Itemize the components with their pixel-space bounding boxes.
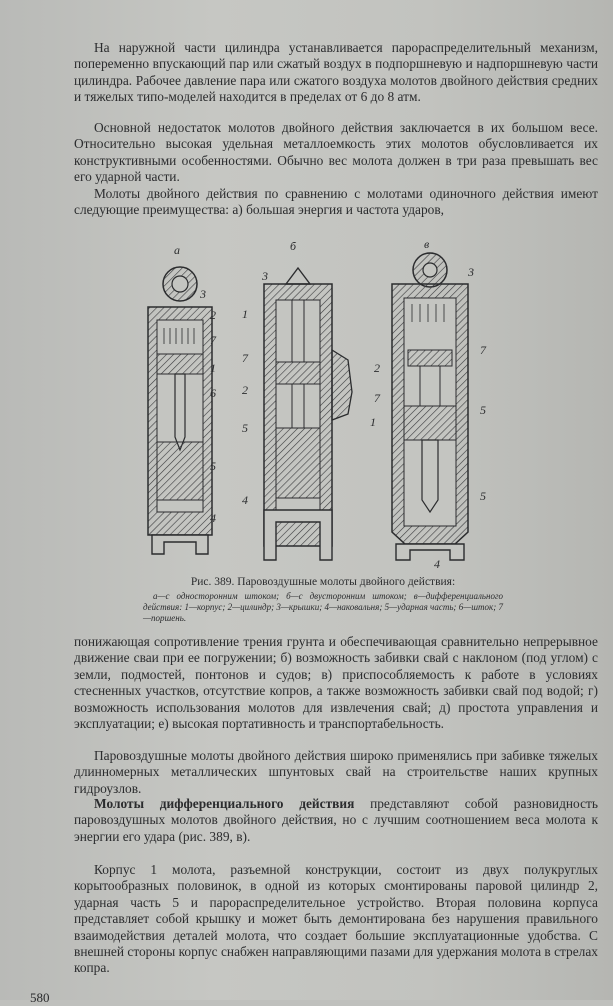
callout-4-b: 4 [242,493,248,507]
callout-2-v: 2 [374,361,380,375]
callout-5-v: 5 [480,489,486,503]
label-a: а [174,243,180,257]
paragraph-7: Корпус 1 молота, разъемной конструкции, состоит из двух полукруглых корытообразных половинок, в одной из которых смонтированы паровой цилиндр 2, ударная часть 5 и парораспределительное устройство. Вторая половина корпуса представляет собой крышку и может быть демонтирована без нарушения правильного взаимодействия деталей молота, что создает большие эксплуатационные удобства. С внешней стороны корпус снабжен направляющими пазами для удержания молота в стрелах копра. [74,862,598,976]
callout-3-a: 3 [200,287,206,301]
paragraph-1: На наружной части цилиндра устанавливается парораспределительный механизм, попеременно впускающий пар или сжатый воздух в подпоршневую и надпоршневую части цилиндра. Рабочее давление пара или сжатого воздуха молотов двойного действия средних и тяжелых типо-моделей находится в пределах от 6 до 8 атм. [74,40,598,105]
callout-4-a: 4 [210,511,216,525]
figure-legend: а—с односторонним штоком; б—с двусторонним штоком; в—дифференциального действия: 1—корпус; 2—цилиндр; 3—крышки; 4—наковальня; 5—ударная часть; 6—шток; 7—поршень. [143,591,503,623]
callout-3-b: 3 [262,269,268,283]
hammers-drawing [130,242,530,572]
callout-1-b: 1 [242,307,248,321]
paragraph-3: Молоты двойного действия по сравнению с молотами одиночного действия имеют следующие преимущества: а) большая энергия и частота ударов, [74,186,598,218]
hammer-v [392,253,468,560]
callout-7-v: 7 [374,391,380,405]
paragraph-2: Основной недостаток молотов двойного действия заключается в их большом весе. Относительно высокая удельная металлоемкость этих молотов обусловливается их конструктивными особенностями. Обычно вес молота должен в три раза превышать вес его ударной части. [74,120,598,185]
callout-6-a: 6 [210,386,216,400]
hammer-a [148,267,212,554]
callout-1-a: 1 [210,361,216,375]
paragraph-5: Паровоздушные молоты двойного действия широко применялись при забивке тяжелых длинномерных металлических шпунтовых свай на строительстве наших крупных гидроузлов. [74,748,598,796]
callout-7-a: 7 [210,333,216,347]
paragraph-4: понижающая сопротивление трения грунта и обеспечивающая сравнительно непрерывное движение сваи при ее погружении; б) возможность забивки свай с наклоном (под углом) с земли, подмостей, понтонов и судов; в) приспособляемость к работе в условиях стесненных участков, отсутствие копров, а также возможность забивки свай под водой; г) возможность использования молотов для извлечения свай; д) простота управления и эксплуатации; е) высокая портативность и транспортабельность. [74,634,598,732]
callout-7-b: 7 [242,351,248,365]
figure-389-hammers [130,242,530,572]
paragraph-6-rest: представляют собой разновидность паровоздушных молотов двойного действия, но с лучшим соотношением веса молота к энергии его удара (рис. 389, в). [74,796,598,844]
callout-5-b: 5 [242,421,248,435]
term-differential-hammers: Молоты дифференциального действия [94,796,355,811]
callout-5-v-top: 5 [480,403,486,417]
callout-7-v-top: 7 [480,343,486,357]
callout-2-b: 2 [242,383,248,397]
hammer-b [264,268,352,560]
callout-1-v: 1 [370,415,376,429]
label-v: в [424,242,430,251]
label-b: б [290,242,297,253]
callout-3-v: 3 [468,265,474,279]
callout-4-v: 4 [434,557,440,571]
paragraph-6 [74,796,598,845]
callout-5-a: 5 [210,459,216,473]
callout-2-a: 2 [210,308,216,322]
page-number: 580 [30,990,50,1005]
figure-caption: Рис. 389. Паровоздушные молоты двойного действия: [190,576,456,588]
